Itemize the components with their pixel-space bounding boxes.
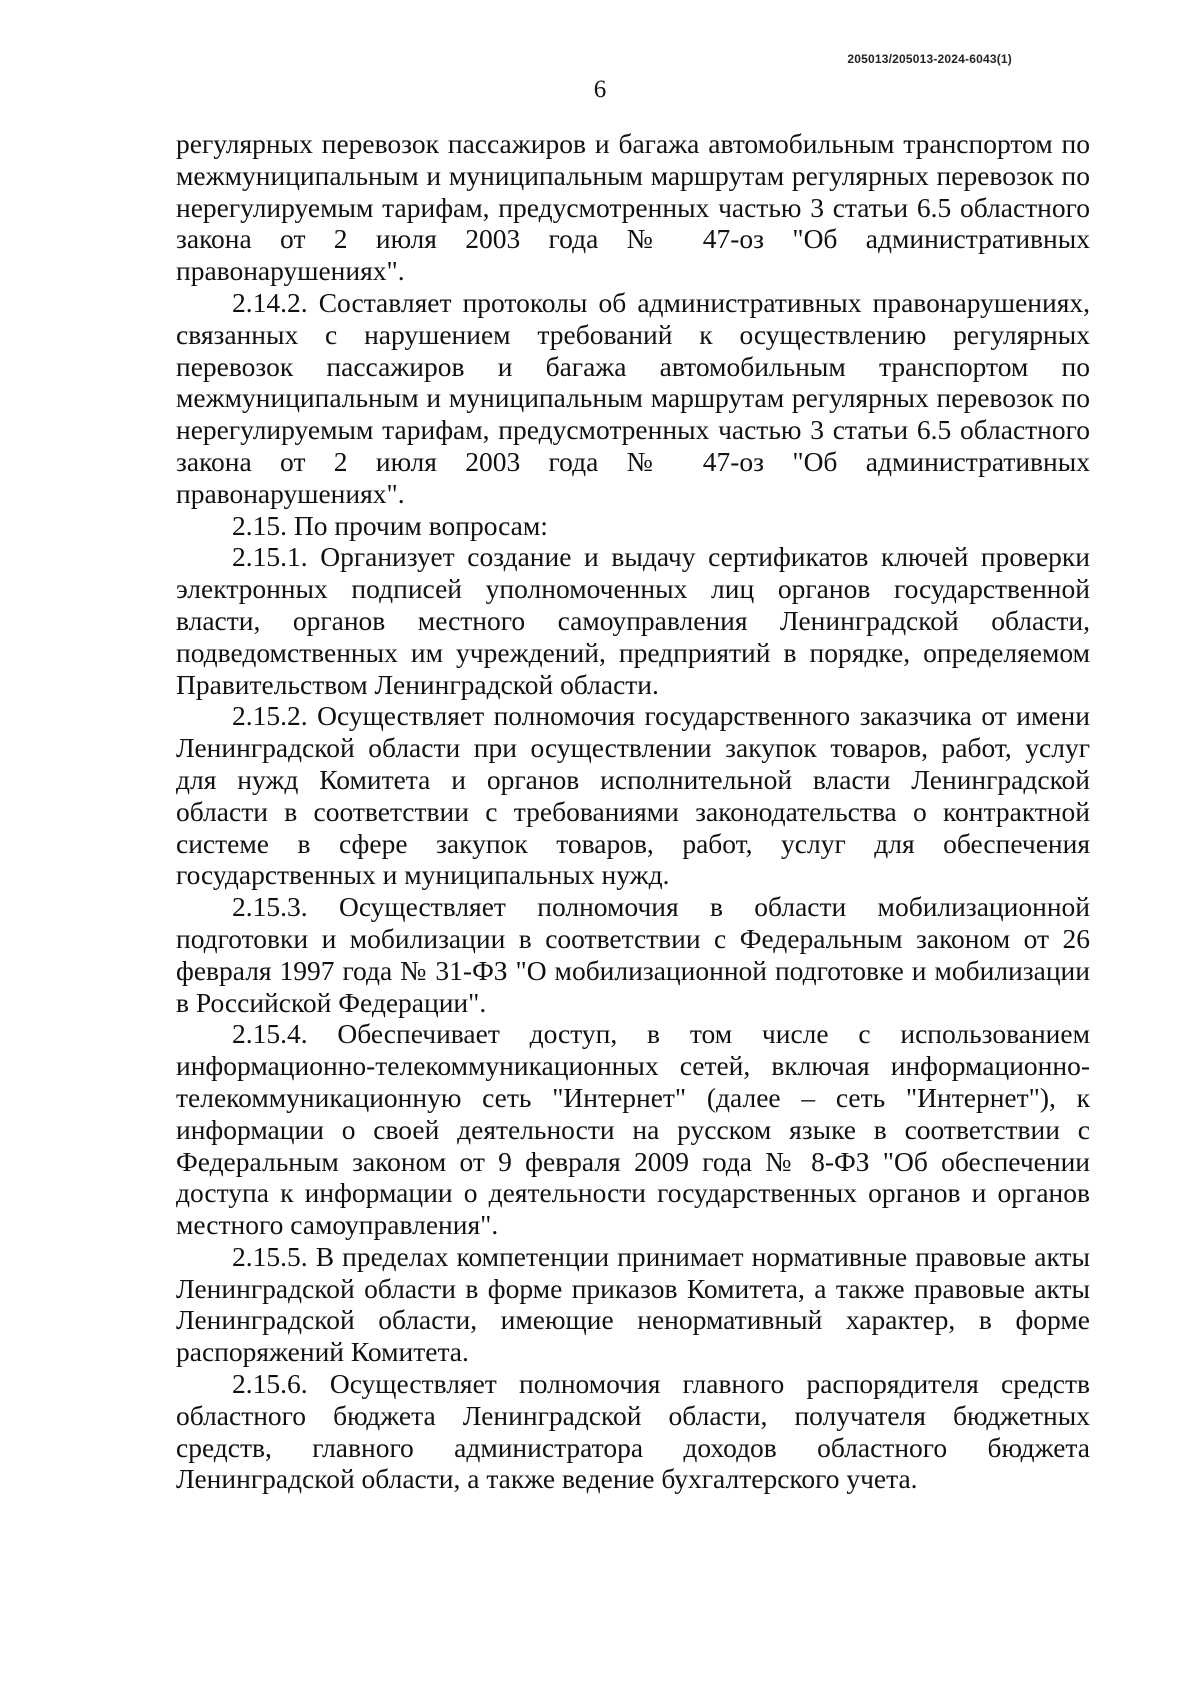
paragraph-2-15: 2.15. По прочим вопросам:: [232, 509, 548, 541]
paragraph-2-14-2: 2.14.2. Составляет протоколы об административных правонарушениях, связанных с нарушением требований к осуществлению регулярных перевозок пассажиров и багажа автомобильным транспортом по межмуниципальным и муниципальным маршрутам регулярных перевозок по нерегулируемым тарифам, предусмотренных частью 3 статьи 6.5 областного закона от 2 июля 2003 года № 47-оз "Об административных правонарушениях".: [176, 286, 1090, 509]
paragraph-2-15-2: 2.15.2. Осуществляет полномочия государственного заказчика от имени Ленинградской области при осуществлении закупок товаров, работ, услуг для нужд Комитета и органов исполнительной власти Ленинградской области в соответствии с требованиями законодательства о контрактной системе в сфере закупок товаров, работ, услуг для обеспечения государственных и муниципальных нужд.: [176, 700, 1090, 891]
paragraph-2-15-1: 2.15.1. Организует создание и выдачу сертификатов ключей проверки электронных подписей уполномоченных лиц органов государственной власти, органов местного самоуправления Ленинградской области, подведомственных им учреждений, предприятий в порядке, определяемом Правительством Ленинградской области.: [176, 541, 1090, 700]
document-id: 205013/205013-2024-6043(1): [847, 52, 1012, 66]
document-body: [176, 128, 1090, 1495]
paragraph-continuation: регулярных перевозок пассажиров и багажа автомобильным транспортом по межмуниципальным и муниципальным маршрутам регулярных перевозок по нерегулируемым тарифам, предусмотренных частью 3 статьи 6.5 областного закона от 2 июля 2003 года № 47-оз "Об административных правонарушениях".: [176, 128, 1090, 287]
paragraph-2-15-5: 2.15.5. В пределах компетенции принимает нормативные правовые акты Ленинградской области в форме приказов Комитета, а также правовые акты Ленинградской области, имеющие ненормативный характер, в форме распоряжений Комитета.: [176, 1240, 1090, 1368]
paragraph-2-15-4: 2.15.4. Обеспечивает доступ, в том числе с использованием информационно-телекоммуникационных сетей, включая информационно-телекоммуникационную сеть "Интернет" (далее – сеть "Интернет"), к информации о своей деятельности на русском языке в соответствии с Федеральным законом от 9 февраля 2009 года № 8-ФЗ "Об обеспечении доступа к информации о деятельности государственных органов и органов местного самоуправления".: [176, 1018, 1090, 1241]
paragraph-2-15-3: 2.15.3. Осуществляет полномочия в области мобилизационной подготовки и мобилизации в соответствии с Федеральным законом от 26 февраля 1997 года № 31-ФЗ "О мобилизационной подготовке и мобилизации в Российской Федерации".: [176, 891, 1090, 1018]
page-number: 6: [593, 76, 607, 103]
paragraph-2-15-6: 2.15.6. Осуществляет полномочия главного распорядителя средств областного бюджета Ленинградской области, получателя бюджетных средств, главного администратора доходов областного бюджета Ленинградской области, а также ведение бухгалтерского учета.: [176, 1368, 1090, 1495]
